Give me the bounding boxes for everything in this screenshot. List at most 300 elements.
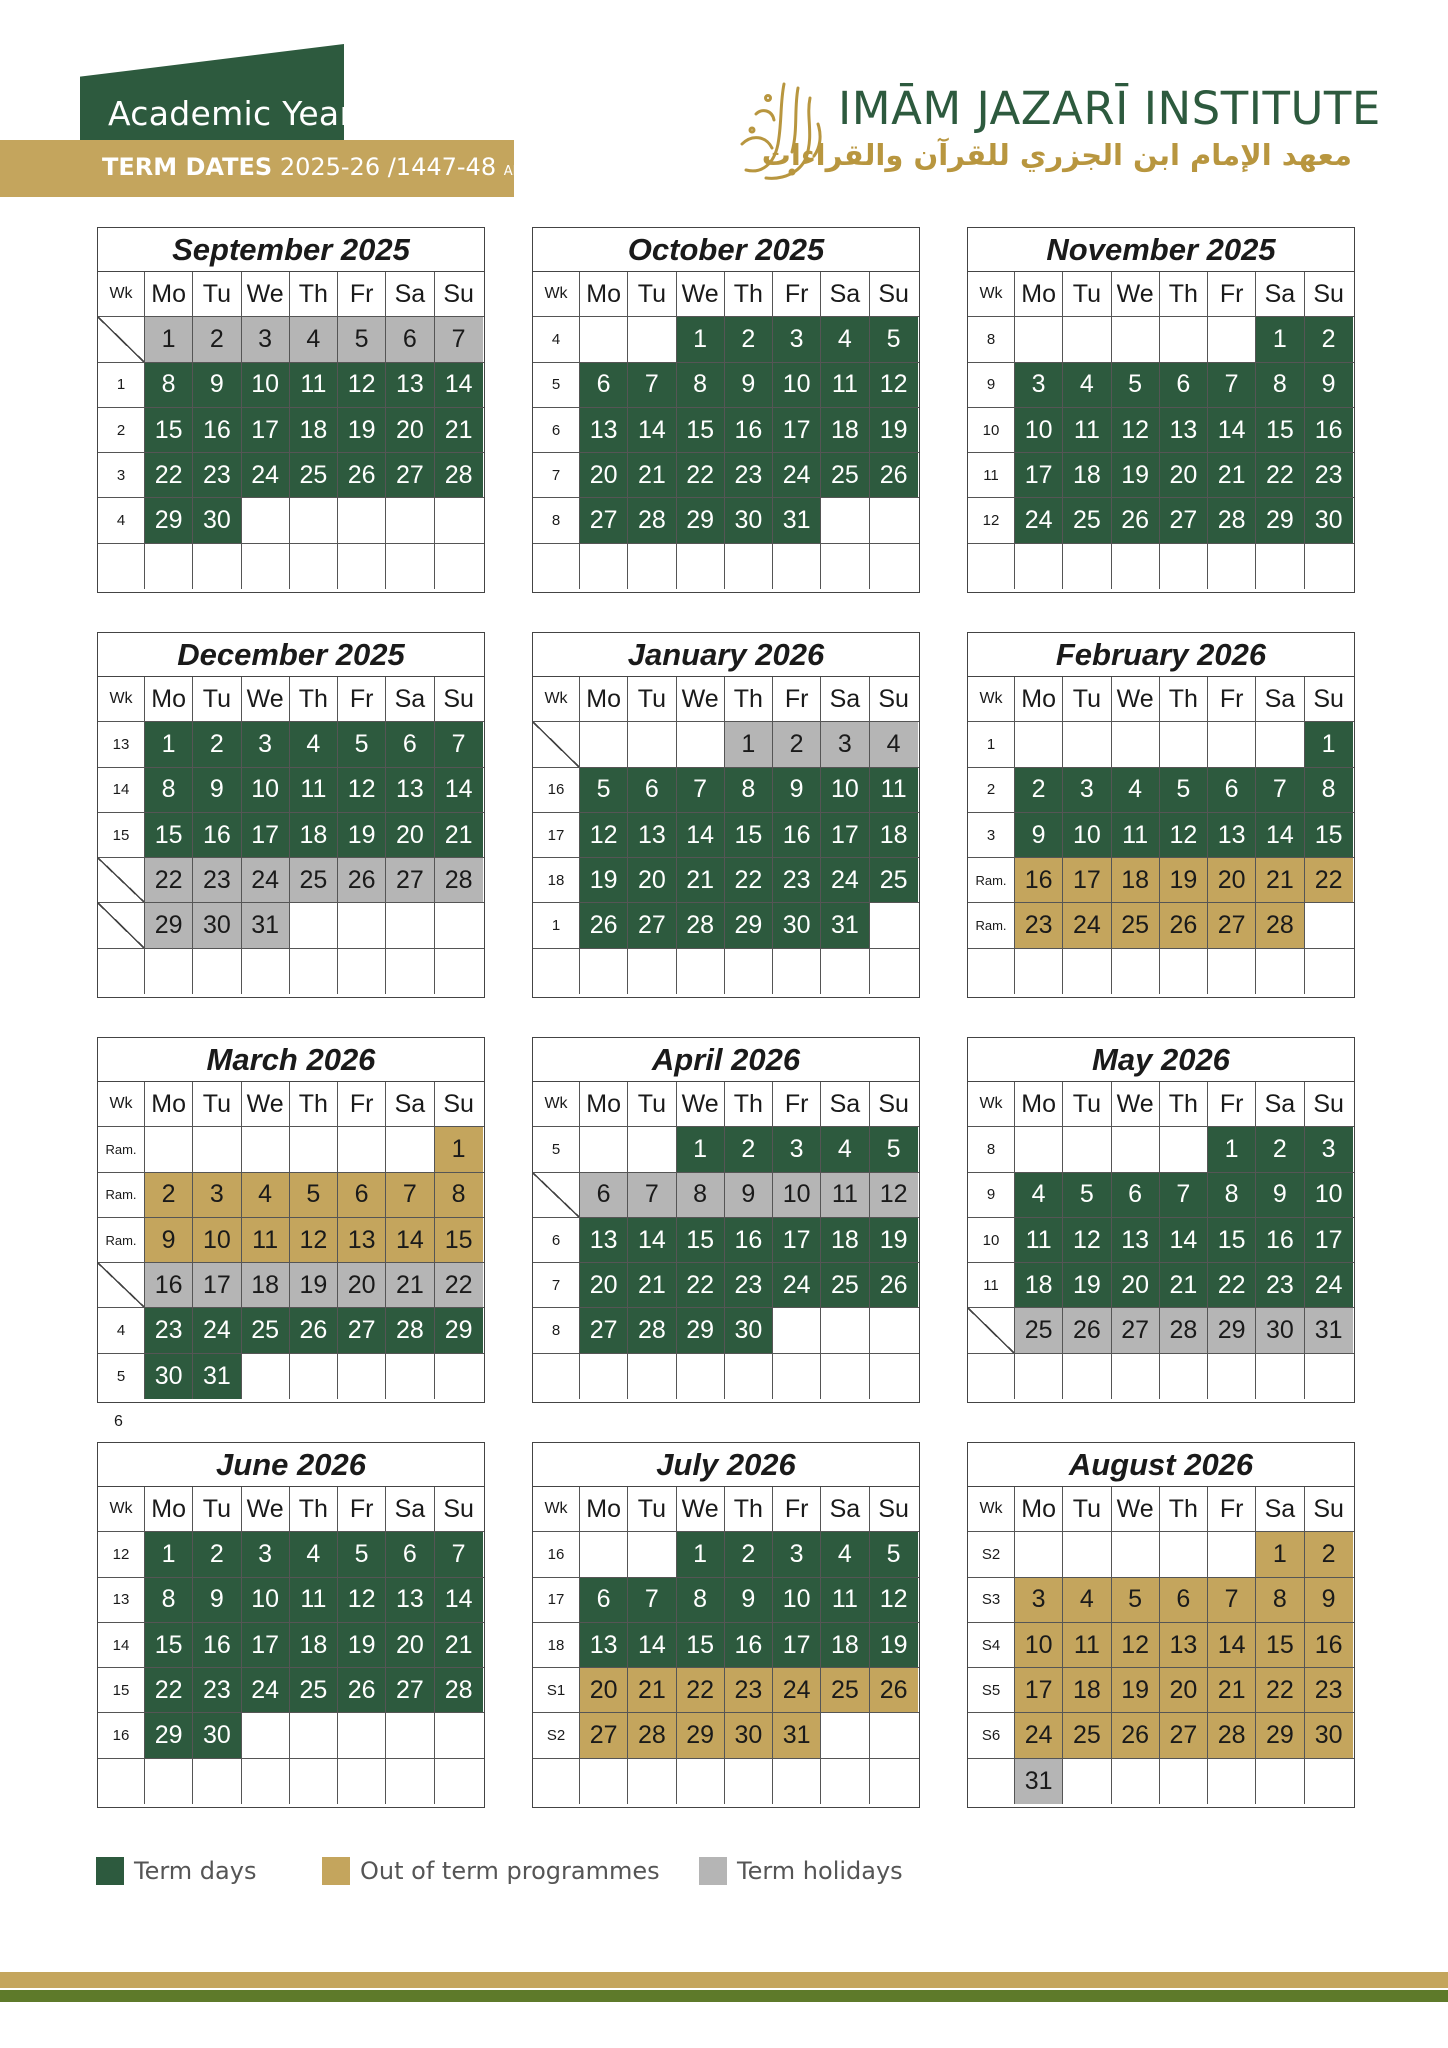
day-cell: 21 — [435, 408, 483, 452]
day-cell: 28 — [628, 1308, 676, 1352]
day-cell: 16 — [725, 1218, 773, 1262]
day-cell: 15 — [677, 1218, 725, 1262]
week-row — [968, 363, 1354, 408]
weekday-header: Mo — [580, 1487, 628, 1531]
week-number: 15 — [98, 813, 145, 857]
day-cell: 13 — [338, 1218, 386, 1262]
day-cell: 24 — [1015, 498, 1063, 542]
day-cell: 10 — [1305, 1173, 1353, 1217]
day-cell: 21 — [435, 813, 483, 857]
weekday-header: Mo — [1015, 677, 1063, 721]
empty-day-cell — [338, 1127, 386, 1171]
empty-day-cell — [1063, 1354, 1111, 1399]
week-row — [533, 858, 919, 903]
empty-day-cell — [1112, 722, 1160, 766]
day-cell: 20 — [1160, 1668, 1208, 1712]
weekday-header-row — [968, 1082, 1354, 1127]
empty-day-cell — [773, 1759, 821, 1804]
week-number-blank — [968, 1308, 1015, 1352]
day-cell: 30 — [1256, 1308, 1304, 1352]
weekday-header: Tu — [193, 1487, 241, 1531]
day-cell: 1 — [1256, 1532, 1304, 1576]
empty-day-cell — [725, 1354, 773, 1399]
day-cell: 7 — [386, 1173, 434, 1217]
weekday-header: Su — [443, 279, 474, 308]
day-cell: 19 — [1063, 1263, 1111, 1307]
day-cell: 4 — [242, 1173, 290, 1217]
empty-day-cell — [870, 1308, 918, 1352]
legend-item-term-days — [96, 1856, 256, 1886]
week-column-header: Wk — [98, 272, 145, 316]
day-cell: 31 — [821, 903, 869, 947]
day-cell: 3 — [242, 317, 290, 361]
empty-day-cell — [1256, 544, 1304, 589]
day-cell: 22 — [145, 453, 193, 497]
weekday-header: Sa — [1256, 272, 1304, 316]
day-cell: 21 — [1160, 1263, 1208, 1307]
weekday-header-row — [98, 1082, 484, 1127]
week-number — [98, 1759, 145, 1804]
weekday-header: Fr — [773, 272, 821, 316]
day-cell: 23 — [725, 1263, 773, 1307]
week-number: S6 — [968, 1713, 1015, 1757]
week-row — [968, 858, 1354, 903]
weekday-header: Sa — [821, 1487, 869, 1531]
weekday-header: Tu — [1063, 677, 1111, 721]
day-cell: 12 — [1063, 1218, 1111, 1262]
weekday-header: We — [242, 1487, 290, 1531]
day-cell: 14 — [1256, 813, 1304, 857]
day-cell: 15 — [145, 408, 193, 452]
day-cell: 4 — [870, 722, 918, 766]
week-column-header: Wk — [98, 1082, 145, 1126]
day-cell: 11 — [290, 1578, 338, 1622]
week-row — [98, 949, 484, 994]
empty-day-cell — [628, 317, 676, 361]
week-number-blank — [98, 903, 145, 947]
day-cell: 23 — [193, 858, 241, 902]
empty-day-cell — [386, 1759, 434, 1804]
week-row — [98, 1127, 484, 1172]
day-cell: 12 — [1160, 813, 1208, 857]
empty-day-cell — [1015, 544, 1063, 589]
week-number: 8 — [968, 317, 1015, 361]
day-cell: 28 — [435, 453, 483, 497]
day-cell: 5 — [338, 1532, 386, 1576]
day-cell: 1 — [725, 722, 773, 766]
month-calendar — [97, 632, 485, 998]
day-cell: 3 — [1015, 1578, 1063, 1622]
day-cell: 30 — [193, 903, 241, 947]
week-row — [968, 498, 1354, 543]
day-cell: 6 — [386, 1532, 434, 1576]
empty-day-cell — [1208, 949, 1256, 994]
weekday-header: Sa — [386, 272, 434, 316]
week-column-header: Wk — [533, 1082, 580, 1126]
empty-day-cell — [386, 949, 434, 994]
day-cell: 18 — [290, 1623, 338, 1667]
weekday-header: Sa — [1256, 1082, 1304, 1126]
week-row — [533, 1218, 919, 1263]
day-cell: 6 — [338, 1173, 386, 1217]
week-row — [533, 1623, 919, 1668]
day-cell: 31 — [1305, 1308, 1353, 1352]
empty-day-cell — [145, 1127, 193, 1171]
day-cell: 3 — [1063, 768, 1111, 812]
day-cell: 14 — [1160, 1218, 1208, 1262]
week-number: 3 — [98, 453, 145, 497]
week-row — [533, 1127, 919, 1172]
empty-day-cell — [870, 1713, 918, 1757]
week-number: 14 — [98, 1623, 145, 1667]
empty-day-cell — [338, 949, 386, 994]
day-cell: 29 — [1256, 1713, 1304, 1757]
empty-day-cell — [1112, 544, 1160, 589]
day-cell: 1 — [677, 1127, 725, 1171]
empty-day-cell — [435, 1713, 483, 1757]
day-cell: 17 — [1305, 1218, 1353, 1262]
empty-day-cell — [773, 949, 821, 994]
week-row — [98, 1759, 484, 1804]
footer-gold-stripe — [0, 1972, 1448, 1988]
day-cell: 6 — [1112, 1173, 1160, 1217]
day-cell: 18 — [242, 1263, 290, 1307]
empty-day-cell — [821, 1354, 869, 1399]
day-cell: 17 — [773, 1623, 821, 1667]
empty-day-cell — [773, 544, 821, 589]
week-row — [533, 1173, 919, 1218]
weekday-header: Fr — [338, 1487, 386, 1531]
week-row — [533, 408, 919, 453]
empty-day-cell — [725, 1759, 773, 1804]
day-cell: 8 — [435, 1173, 483, 1217]
day-cell: 9 — [193, 1578, 241, 1622]
day-cell: 5 — [1112, 363, 1160, 407]
empty-day-cell — [628, 1759, 676, 1804]
day-cell: 26 — [338, 1668, 386, 1712]
day-cell: 8 — [145, 1578, 193, 1622]
week-column-header: Wk — [968, 272, 1015, 316]
weekday-header: Tu — [193, 1082, 241, 1126]
day-cell: 18 — [1063, 1668, 1111, 1712]
weekday-header: Fr — [773, 677, 821, 721]
weekday-header: Tu — [1063, 1487, 1111, 1531]
day-cell: 9 — [145, 1218, 193, 1262]
day-cell: 20 — [580, 453, 628, 497]
day-cell: 2 — [725, 317, 773, 361]
day-cell: 9 — [1015, 813, 1063, 857]
week-row — [968, 1532, 1354, 1577]
day-cell: 17 — [242, 1623, 290, 1667]
week-row — [968, 1308, 1354, 1353]
day-cell: 31 — [242, 903, 290, 947]
day-cell: 3 — [773, 1127, 821, 1171]
day-cell: 6 — [386, 722, 434, 766]
day-cell: 6 — [386, 317, 434, 361]
legend-swatch-term-holidays — [699, 1857, 727, 1885]
weekday-header: Mo — [580, 272, 628, 316]
day-cell: 22 — [1208, 1263, 1256, 1307]
week-row — [98, 903, 484, 948]
day-cell: 4 — [1112, 768, 1160, 812]
day-cell: 26 — [338, 858, 386, 902]
legend-label-term-holidays: Term holidays — [737, 1857, 903, 1885]
day-cell: 19 — [1112, 1668, 1160, 1712]
day-cell: 17 — [242, 408, 290, 452]
week-number: 7 — [533, 453, 580, 497]
weekday-header: Th — [290, 1487, 338, 1531]
day-cell: 25 — [1015, 1308, 1063, 1352]
day-cell: 25 — [290, 453, 338, 497]
week-row — [533, 1263, 919, 1308]
day-cell: 10 — [242, 363, 290, 407]
day-cell: 30 — [725, 498, 773, 542]
day-cell: 12 — [1112, 1623, 1160, 1667]
weekday-header-row — [968, 677, 1354, 722]
day-cell: 4 — [821, 1127, 869, 1171]
weekday-header: Fr — [338, 677, 386, 721]
day-cell: 26 — [338, 453, 386, 497]
empty-day-cell — [1305, 544, 1353, 589]
day-cell: 24 — [821, 858, 869, 902]
day-cell: 14 — [1208, 1623, 1256, 1667]
week-number: 13 — [98, 722, 145, 766]
day-cell: 25 — [821, 1263, 869, 1307]
week-row — [968, 903, 1354, 948]
empty-day-cell — [580, 544, 628, 589]
week-column-header: Wk — [533, 1487, 580, 1531]
day-cell: 27 — [386, 1668, 434, 1712]
day-cell: 11 — [1015, 1218, 1063, 1262]
day-cell: 18 — [870, 813, 918, 857]
week-row — [533, 1578, 919, 1623]
week-number — [533, 1354, 580, 1399]
day-cell: 30 — [145, 1354, 193, 1399]
week-number: Ram. — [968, 903, 1015, 947]
day-cell: 21 — [435, 1623, 483, 1667]
day-cell: 2 — [1305, 317, 1353, 361]
day-cell: 30 — [1305, 498, 1353, 542]
day-cell: 29 — [677, 1713, 725, 1757]
weekday-header: Su — [878, 684, 909, 713]
month-calendar — [967, 1037, 1355, 1403]
week-row — [98, 813, 484, 858]
day-cell: 16 — [193, 408, 241, 452]
day-cell: 16 — [1256, 1218, 1304, 1262]
day-cell: 3 — [773, 1532, 821, 1576]
weekday-header: Th — [725, 1082, 773, 1126]
weekday-header: Fr — [1208, 1082, 1256, 1126]
week-number: 17 — [533, 1578, 580, 1622]
day-cell: 12 — [870, 363, 918, 407]
day-cell: 13 — [580, 408, 628, 452]
day-cell: 11 — [242, 1218, 290, 1262]
day-cell: 16 — [773, 813, 821, 857]
week-row — [533, 317, 919, 362]
day-cell: 10 — [821, 768, 869, 812]
empty-day-cell — [628, 1532, 676, 1576]
day-cell: 24 — [242, 858, 290, 902]
empty-day-cell — [1160, 1759, 1208, 1804]
day-cell: 20 — [386, 813, 434, 857]
week-number: Ram. — [98, 1127, 145, 1171]
empty-day-cell — [870, 903, 918, 947]
weekday-header: Th — [1160, 272, 1208, 316]
day-cell: 16 — [145, 1263, 193, 1307]
day-cell: 27 — [386, 858, 434, 902]
day-cell: 17 — [773, 408, 821, 452]
footer-green-stripe — [0, 1990, 1448, 2002]
day-cell: 14 — [435, 768, 483, 812]
week-row — [968, 813, 1354, 858]
day-cell: 29 — [145, 498, 193, 542]
week-row — [98, 498, 484, 543]
legend-swatch-out-of-term — [322, 1857, 350, 1885]
day-cell: 31 — [773, 1713, 821, 1757]
week-number: 2 — [98, 408, 145, 452]
empty-day-cell — [628, 544, 676, 589]
month-title: September 2025 — [98, 228, 484, 272]
day-cell: 4 — [290, 1532, 338, 1576]
empty-day-cell — [628, 722, 676, 766]
day-cell: 10 — [242, 1578, 290, 1622]
day-cell: 15 — [145, 813, 193, 857]
day-cell: 21 — [1256, 858, 1304, 902]
day-cell: 6 — [1160, 363, 1208, 407]
weekday-header-row — [533, 1487, 919, 1532]
day-cell: 8 — [1208, 1173, 1256, 1217]
empty-day-cell — [1112, 1532, 1160, 1576]
empty-day-cell — [677, 949, 725, 994]
week-number: 11 — [968, 453, 1015, 497]
empty-day-cell — [870, 1354, 918, 1399]
day-cell: 5 — [338, 317, 386, 361]
empty-day-cell — [386, 1713, 434, 1757]
day-cell: 31 — [1015, 1759, 1063, 1804]
legend-label-term-days: Term days — [134, 1857, 257, 1885]
day-cell: 11 — [290, 363, 338, 407]
empty-day-cell — [1015, 1354, 1063, 1399]
day-cell: 7 — [435, 1532, 483, 1576]
day-cell: 1 — [145, 1532, 193, 1576]
week-number: S2 — [533, 1713, 580, 1757]
day-cell: 28 — [628, 1713, 676, 1757]
day-cell: 23 — [1256, 1263, 1304, 1307]
day-cell: 16 — [1305, 1623, 1353, 1667]
day-cell: 21 — [628, 453, 676, 497]
empty-day-cell — [1256, 949, 1304, 994]
empty-day-cell — [193, 544, 241, 589]
empty-day-cell — [1063, 317, 1111, 361]
day-cell: 12 — [580, 813, 628, 857]
weekday-header: Tu — [1063, 272, 1111, 316]
day-cell: 11 — [1063, 408, 1111, 452]
week-number: 1 — [533, 903, 580, 947]
empty-day-cell — [725, 949, 773, 994]
empty-day-cell — [1208, 544, 1256, 589]
day-cell: 8 — [1305, 768, 1353, 812]
day-cell: 13 — [580, 1218, 628, 1262]
day-cell: 2 — [193, 1532, 241, 1576]
empty-day-cell — [435, 498, 483, 542]
empty-day-cell — [677, 722, 725, 766]
weekday-header-row — [98, 1487, 484, 1532]
week-row — [98, 1263, 484, 1308]
week-row — [533, 1759, 919, 1804]
day-cell: 14 — [628, 408, 676, 452]
day-cell: 23 — [773, 858, 821, 902]
week-number: S3 — [968, 1578, 1015, 1622]
day-cell: 18 — [821, 1623, 869, 1667]
day-cell: 13 — [580, 1623, 628, 1667]
weekday-header: We — [677, 677, 725, 721]
week-row — [968, 768, 1354, 813]
empty-day-cell — [628, 1354, 676, 1399]
day-cell: 4 — [290, 317, 338, 361]
day-cell: 2 — [145, 1173, 193, 1217]
month-calendar — [97, 1442, 485, 1808]
empty-day-cell — [821, 1759, 869, 1804]
empty-day-cell — [435, 1354, 483, 1399]
empty-day-cell — [193, 949, 241, 994]
week-row — [98, 1354, 484, 1399]
day-cell: 18 — [821, 1218, 869, 1262]
month-title: June 2026 — [98, 1443, 484, 1487]
day-cell: 7 — [628, 1578, 676, 1622]
day-cell: 17 — [1015, 453, 1063, 497]
day-cell: 7 — [628, 1173, 676, 1217]
day-cell: 19 — [870, 1218, 918, 1262]
weekday-header: Fr — [1208, 677, 1256, 721]
day-cell: 29 — [145, 903, 193, 947]
day-cell: 5 — [1160, 768, 1208, 812]
day-cell: 24 — [1063, 903, 1111, 947]
week-column-header: Wk — [968, 677, 1015, 721]
day-cell: 9 — [773, 768, 821, 812]
empty-day-cell — [580, 1127, 628, 1171]
weekday-header: We — [1112, 272, 1160, 316]
day-cell: 23 — [193, 453, 241, 497]
month-title: February 2026 — [968, 633, 1354, 677]
day-cell: 25 — [290, 1668, 338, 1712]
empty-day-cell — [435, 949, 483, 994]
day-cell: 23 — [725, 453, 773, 497]
weekday-header: Su — [1313, 684, 1344, 713]
day-cell: 26 — [290, 1308, 338, 1352]
week-number: 6 — [533, 1218, 580, 1262]
week-number: Ram. — [968, 858, 1015, 902]
month-calendar — [97, 1037, 485, 1403]
empty-day-cell — [677, 1759, 725, 1804]
day-cell: 4 — [821, 317, 869, 361]
day-cell: 28 — [435, 858, 483, 902]
day-cell: 13 — [1160, 1623, 1208, 1667]
day-cell: 16 — [193, 1623, 241, 1667]
week-number: 1 — [968, 722, 1015, 766]
month-calendar — [532, 632, 920, 998]
week-column-header: Wk — [533, 677, 580, 721]
day-cell: 25 — [821, 1668, 869, 1712]
day-cell: 28 — [1256, 903, 1304, 947]
empty-day-cell — [1015, 1532, 1063, 1576]
week-row — [968, 722, 1354, 767]
week-number: 10 — [968, 408, 1015, 452]
empty-day-cell — [1160, 544, 1208, 589]
week-number-blank — [533, 722, 580, 766]
day-cell: 27 — [1208, 903, 1256, 947]
weekday-header: Tu — [1063, 1082, 1111, 1126]
empty-day-cell — [338, 1354, 386, 1399]
